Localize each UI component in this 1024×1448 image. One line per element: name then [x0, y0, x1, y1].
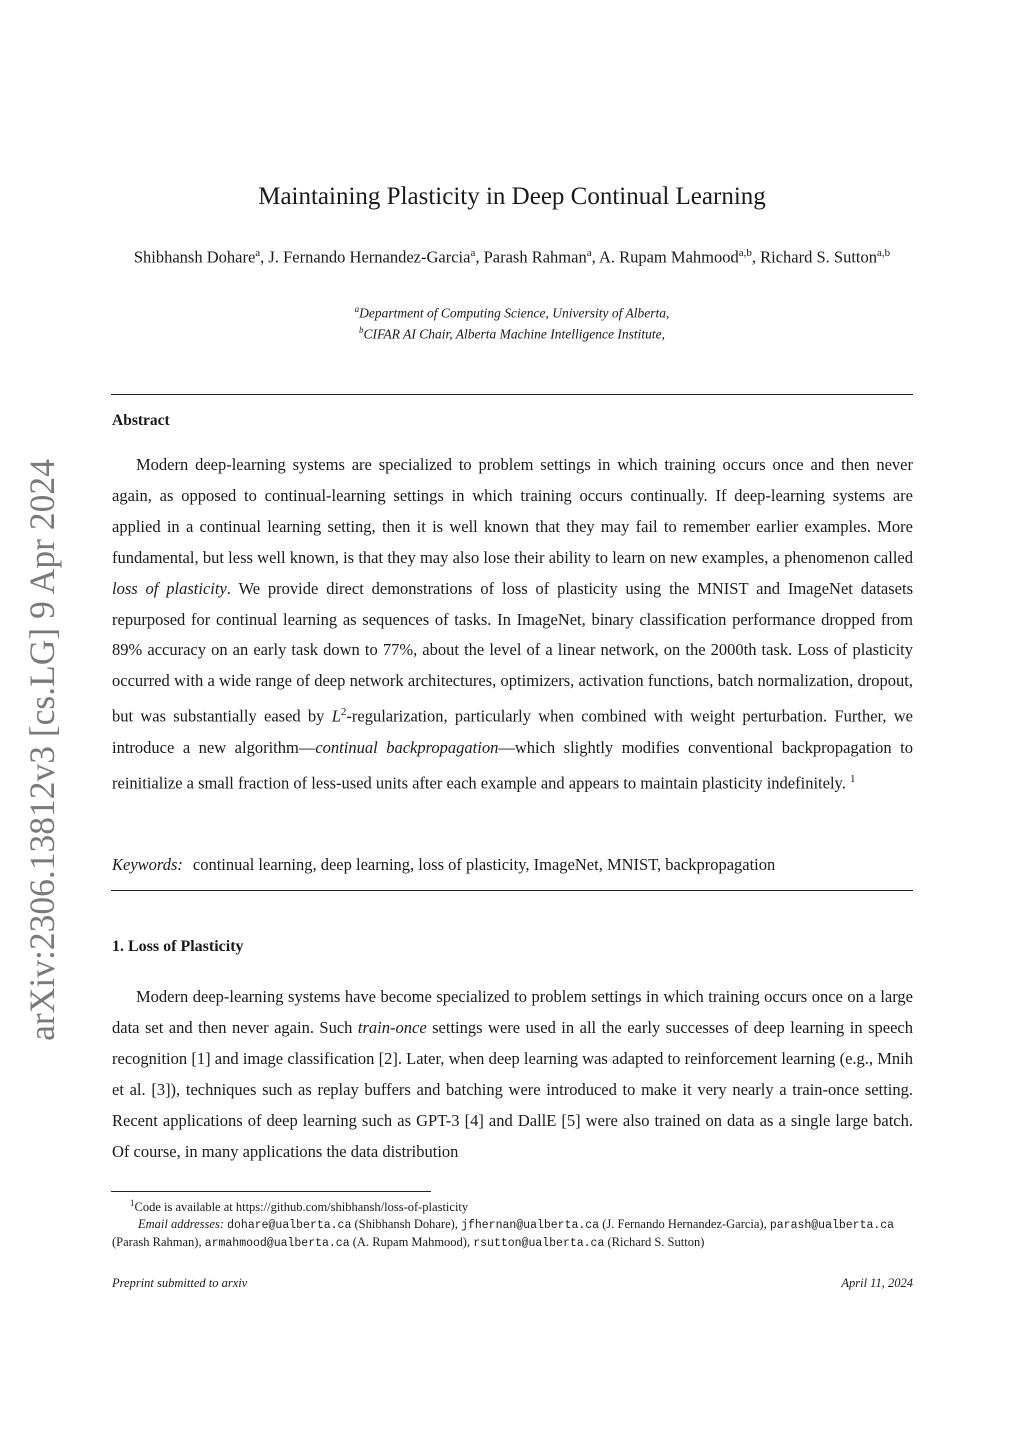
- email-link[interactable]: armahmood@ualberta.ca: [204, 1237, 350, 1251]
- email-owner: (Parash Rahman): [112, 1235, 199, 1250]
- footnote-code: [112, 1195, 913, 1216]
- affiliation-text: CIFAR AI Chair, Alberta Machine Intelligence Institute,: [363, 326, 665, 341]
- author-separator: ,: [475, 247, 484, 267]
- keywords-text: continual learning, deep learning, loss of plasticity, ImageNet, MNIST, backpropagation: [192, 855, 776, 874]
- author-name: A. Rupam Mahmood: [598, 247, 739, 267]
- author-affiliation-mark: a: [586, 247, 592, 259]
- keywords-label: Keywords:: [112, 855, 183, 874]
- footnotes: [112, 1195, 913, 1253]
- affiliation-list: [112, 301, 912, 342]
- abstract-text-part: . We provide direct demonstrations of loss of plasticity using the MNIST and ImageNet datasets repurposed for continual learning as sequences of tasks. In ImageNet, binary classification performance dropped from 89% accuracy on an early task down to 77%, about the level of a linear network, on the 2000th task. Loss of plasticity occurred with a wide range of deep network architectures, optimizers, activation functions, batch normalization, dropout, but was substantially eased by: [112, 578, 913, 726]
- email-link[interactable]: dohare@ualberta.ca: [227, 1218, 352, 1232]
- body-text-part: settings were used in all the early successes of deep learning in speech recognition [1] and image classification [2]. Later, when deep learning was adapted to reinforcement learning (e.g., Mnih et al. [3]), techniques such as replay buffers and batching were introduced to make it very nearly a train-once setting. Recent applications of deep learning such as GPT-3 [4] and DallE [5] were also trained on data as a single large batch. Of course, in many applications the data distribution: [112, 1017, 913, 1161]
- author-list: [112, 242, 912, 269]
- abstract-text-part: Modern deep-learning systems are specialized to problem settings in which training occurs once and then never again, as opposed to continual-learning settings in which training occurs continually. If deep-learning systems are applied in a continual learning setting, then it is well known that they may fail to remember earlier examples. More fundamental, but less well known, is that they may also lose their ability to learn on new examples, a phenomenon called: [112, 455, 913, 567]
- author-affiliation-mark: a: [255, 247, 261, 259]
- affiliation-mark: a: [354, 304, 360, 314]
- email-owner: (Richard S. Sutton): [607, 1235, 705, 1250]
- email-link[interactable]: parash@ualberta.ca: [769, 1218, 895, 1232]
- author-name: Richard S. Sutton: [760, 247, 878, 267]
- arxiv-stamp[interactable]: arXiv:2306.13812v3 [cs.LG] 9 Apr 2024: [22, 459, 62, 1041]
- affiliation-mark: b: [359, 324, 364, 335]
- preprint-date: April 11, 2024: [841, 1276, 913, 1290]
- author-separator: ,: [591, 247, 599, 267]
- author-affiliation-mark: a,b: [738, 247, 752, 259]
- email-link[interactable]: jfhernan@ualberta.ca: [461, 1218, 600, 1232]
- keywords: [112, 853, 913, 877]
- author-separator: ,: [751, 247, 761, 267]
- abstract-emphasis: continual backpropagation: [315, 737, 499, 757]
- affiliation: [112, 322, 912, 343]
- footnote-emails: Email addresses: dohare@ualberta.ca (Shibhansh Dohare), jfhernan@ualberta.ca (J. Fernando Hernandez-Garcia), parash@ualberta.ca (Parash Rahman), armahmood@ualberta.ca (A. Rupam Mahmood), rsutton@ualberta.ca (Richard S. Sutton): [112, 1216, 895, 1251]
- abstract-bottom-rule: [111, 890, 913, 891]
- email-owner: (J. Fernando Hernandez-Garcia): [602, 1216, 764, 1231]
- abstract-text-part: —which slightly modifies conventional backpropagation to reinitialize a small fraction of less-used units after each example and appears to maintain plasticity indefinitely.: [112, 737, 914, 793]
- author-name: Parash Rahman: [483, 247, 587, 267]
- author-name: J. Fernando Hernandez-Garcia: [268, 247, 471, 267]
- abstract-text-part: -regularization, particularly when combined with weight perturbation. Further, we introduce a new algorithm—: [112, 706, 914, 757]
- math-exponent: 2: [340, 706, 347, 719]
- author-separator: ,: [260, 247, 269, 267]
- section-heading: 1. Loss of Plasticity: [112, 938, 244, 955]
- email-link[interactable]: rsutton@ualberta.ca: [473, 1237, 605, 1251]
- affiliation: [112, 301, 912, 322]
- affiliation-text: Department of Computing Science, University of Alberta,: [359, 305, 670, 321]
- abstract-top-rule: [111, 394, 913, 395]
- abstract-heading: Abstract: [112, 412, 170, 429]
- author-affiliation-mark: a,b: [877, 247, 891, 259]
- author-name: Shibhansh Dohare: [133, 247, 256, 267]
- section-body-text: [112, 982, 913, 1167]
- footnote-marker[interactable]: 1: [849, 772, 856, 785]
- author-affiliation-mark: a: [470, 247, 476, 259]
- email-owner: (A. Rupam Mahmood): [352, 1235, 467, 1250]
- footnote-code-text[interactable]: Code is available at https://github.com/shibhansh/loss-of-plasticity: [134, 1200, 469, 1215]
- abstract-text: [112, 450, 913, 799]
- math-variable: L: [331, 706, 341, 726]
- body-emphasis: train-once: [357, 1017, 427, 1037]
- email-owner: (Shibhansh Dohare): [354, 1216, 455, 1231]
- body-text-part: Modern deep-learning systems have become specialized to problem settings in which training occurs once on a large data set and then never again. Such: [112, 987, 913, 1037]
- footnote-mark: 1: [130, 1198, 135, 1208]
- email-label: Email addresses:: [138, 1216, 224, 1231]
- abstract-emphasis: loss of plasticity: [112, 578, 227, 598]
- preprint-note: Preprint submitted to arxiv: [112, 1276, 248, 1290]
- paper-title: Maintaining Plasticity in Deep Continual Learning: [258, 183, 766, 210]
- footnote-rule: [111, 1191, 431, 1192]
